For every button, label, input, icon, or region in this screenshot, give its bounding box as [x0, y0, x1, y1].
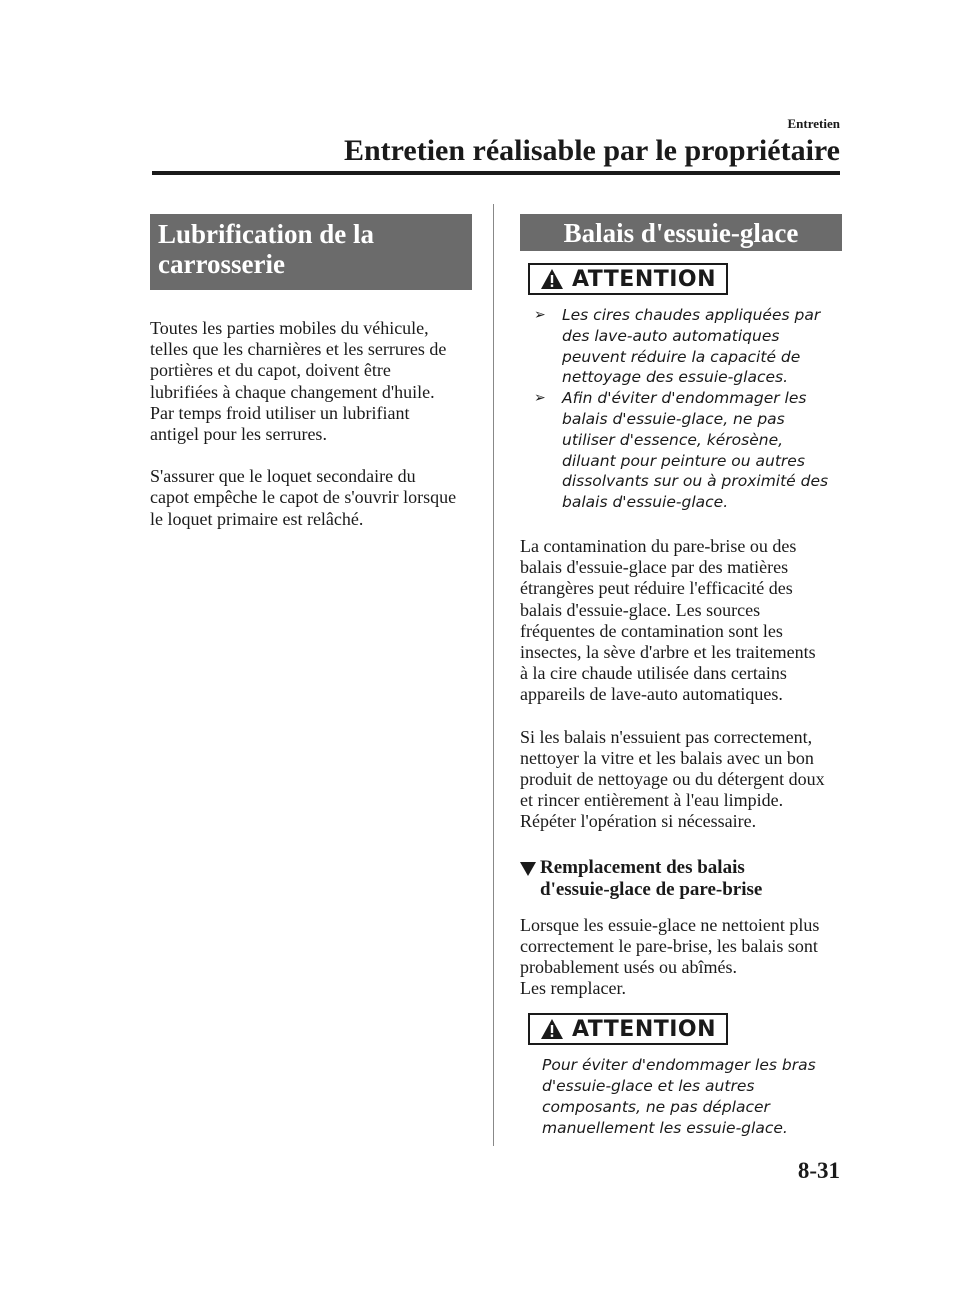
text-line: composants, ne pas déplacer	[542, 1098, 770, 1117]
text-line: S'assurer que le loquet secondaire du	[150, 466, 416, 487]
text-line: Par temps froid utiliser un lubrifiant	[150, 402, 410, 423]
warning-triangle-icon	[540, 268, 564, 290]
text-line: portières et du capot, doivent être	[150, 360, 391, 381]
text-line: La contamination du pare-brise ou des	[520, 535, 797, 556]
text-line: insectes, la sève d'arbre et les traitements	[520, 641, 816, 662]
warning-triangle-icon	[540, 1018, 564, 1040]
column-divider	[493, 204, 494, 1146]
header-section: Entretien	[787, 116, 840, 131]
text-line: capot empêche le capot de s'ouvrir lorsque	[150, 487, 457, 508]
attention-box	[528, 263, 728, 295]
text-line: des lave-auto automatiques	[562, 326, 780, 345]
text-line: balais d'essuie-glace, ne pas	[562, 409, 785, 428]
text-line: Si les balais n'essuient pas correctement,	[520, 726, 813, 747]
arrow-bullet-icon: ➢	[534, 307, 546, 323]
text-line: à la cire chaude utilisée dans certains	[520, 663, 787, 684]
paragraph-lubrification	[150, 318, 472, 445]
attention-label: ATTENTION	[571, 266, 717, 292]
page-number: 8-31	[797, 1158, 840, 1183]
text-line: telles que les charnières et les serrures de	[150, 339, 447, 360]
subsection-heading-line: Remplacement des balais	[540, 856, 745, 878]
attention-item	[520, 305, 842, 388]
text-line: appareils de lave-auto automatiques.	[520, 684, 783, 705]
right-column	[520, 214, 842, 1139]
text-line: Les cires chaudes appliquées par	[562, 306, 821, 324]
paragraph-nettoyage	[520, 727, 842, 833]
text-line: Répéter l'opération si nécessaire.	[520, 811, 757, 832]
subsection-heading-line: d'essuie-glace de pare-brise	[540, 878, 763, 900]
text-line: correctement le pare-brise, les balais sont	[520, 935, 818, 956]
text-line: balais d'essuie-glace.	[562, 493, 729, 512]
text-line: diluant pour peinture ou autres	[562, 451, 805, 470]
text-line: balais d'essuie-glace par des matières	[520, 557, 789, 578]
text-line: Les remplacer.	[520, 978, 626, 999]
text-line: produit de nettoyage ou du détergent doux	[520, 769, 825, 789]
attention-box	[528, 1013, 728, 1045]
attention-item	[520, 388, 842, 513]
section-title-balais: Balais d'essuie-glace	[520, 214, 842, 251]
section-title-line: carrosserie	[158, 249, 285, 279]
text-line: le loquet primaire est relâché.	[150, 508, 364, 529]
paragraph-loquet	[150, 466, 472, 530]
attention-text	[542, 1055, 842, 1138]
text-line: Lorsque les essuie-glace ne nettoient plus	[520, 914, 820, 935]
arrow-bullet-icon: ➢	[534, 390, 546, 407]
text-line: probablement usés ou abîmés.	[520, 957, 737, 978]
text-line: balais d'essuie-glace. Les sources	[520, 599, 761, 620]
section-title-line: Lubrification de la	[158, 219, 375, 249]
text-line: utiliser d'essence, kérosène,	[562, 430, 784, 449]
text-line: fréquentes de contamination sont les	[520, 620, 783, 641]
section-title-lubrification	[150, 214, 472, 290]
text-line: lubrifiées à chaque changement d'huile.	[150, 381, 435, 402]
paragraph-remplacement	[520, 915, 842, 1000]
text-line: Toutes les parties mobiles du véhicule,	[150, 318, 429, 338]
text-line: dissolvants sur ou à proximité des	[562, 472, 829, 491]
down-triangle-icon	[520, 862, 536, 876]
text-line: manuellement les essuie-glace.	[542, 1118, 788, 1137]
attention-label: ATTENTION	[571, 1016, 717, 1042]
text-line: étrangères peut réduire l'efficacité des	[520, 578, 793, 599]
text-line: peuvent réduire la capacité de	[562, 347, 801, 366]
subsection-heading	[520, 857, 842, 901]
text-line: Afin d'éviter d'endommager les	[562, 389, 807, 408]
text-line: antigel pour les serrures.	[150, 424, 327, 445]
paragraph-contamination	[520, 536, 842, 706]
text-line: nettoyer la vitre et les balais avec un bon	[520, 747, 814, 768]
text-line: et rincer entièrement à l'eau limpide.	[520, 790, 784, 811]
attention-list	[520, 305, 842, 513]
left-column	[150, 214, 472, 530]
text-line: d'essuie-glace et les autres	[542, 1077, 755, 1096]
header-rule	[152, 171, 840, 175]
text-line: Pour éviter d'endommager les bras	[542, 1056, 816, 1075]
chapter-title: Entretien réalisable par le propriétaire	[343, 134, 840, 167]
text-line: nettoyage des essuie-glaces.	[562, 368, 788, 387]
